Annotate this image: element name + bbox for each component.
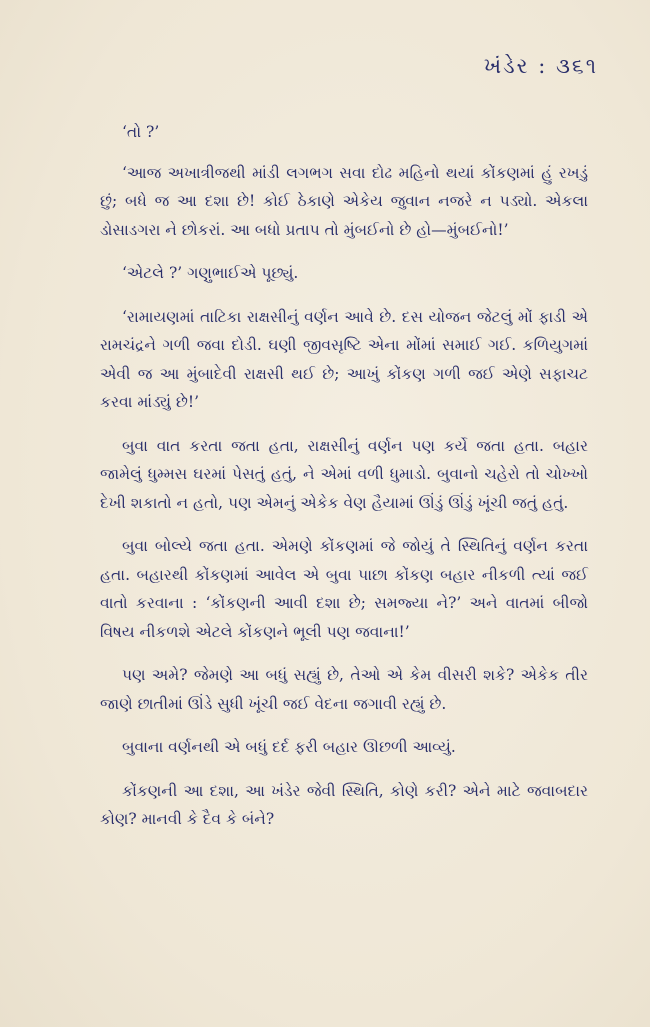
paragraph-6: બુવા બોલ્યે જતા હતા. એમણે કોંકણમાં જે જોયું તે સ્થિતિનું વર્ણન કરતા હતા. બહારથી કોંકણમાં આવેલ એ બુવા પાછા કોંકણ બહાર નીકળી ત્યાં જઈ વાતો કરવાના : ‘કોંકણની આવી દશા છે; સમજ્યા ને?’ અને વાતમાં બીજો વિષય નીકળશે એટલે કોંકણને ભૂલી પણ જવાના!’	[100, 537, 588, 641]
paragraph-7: પણ અમે? જેમણે આ બધું સહ્યું છે, તેઓ એ કેમ વીસરી શકે? એકેક તીર જાણે છાતીમાં ઊંડે સુધી ખૂંચી જઈ વેદના જગાવી રહ્યું છે.	[100, 666, 588, 713]
running-header: ખંડેર : ૩૬૧	[483, 54, 598, 78]
paragraph-9: કોંકણની આ દશા, આ ખંડેર જેવી સ્થિતિ, કોણે કરી? એને માટે જવાબદાર કોણ? માનવી કે દૈવ કે બંને?	[100, 781, 588, 828]
paragraph-1: ‘તો ?’	[122, 123, 160, 141]
paragraph-5: બુવા વાત કરતા જતા હતા, રાક્ષસીનું વર્ણન પણ કર્યે જતા હતા. બહાર જામેલું ધુમ્મસ ઘરમાં પેસતું હતું, ને એમાં વળી ધુમાડો. બુવાનો ચહેરો તો ચોખ્ખો દેખી શકાતો ન હતો, પણ એમનું એકેક વેણ હૈયામાં ઊંડું ઊંડું ખૂંચી જતું હતું.	[100, 436, 588, 512]
page-body	[100, 118, 588, 849]
paragraph-8: બુવાના વર્ણનથી એ બધું દર્દ ફરી બહાર ઊછળી આવ્યું.	[122, 738, 456, 756]
paragraph-3: ‘એટલે ?’ ગણુભાઈએ પૂછ્યું.	[122, 264, 299, 282]
paragraph-2: ‘આજ અખાત્રીજથી માંડી લગભગ સવા દોઢ મહિનો થયાં કોંકણમાં હું રખડું છું; બધે જ આ દશા છે! કોઈ ઠેકાણે એકેય જુવાન નજરે ન પડ્યો. એકલા ડોસાડગરા ને છોકરાં. આ બધો પ્રતાપ તો મુંબઈનો છે હો—મુંબઈનો!’	[100, 163, 588, 239]
paragraph-4: ‘રામાયણમાં તાટિકા રાક્ષસીનું વર્ણન આવે છે. દસ યોજન જેટલું મોં ફાડી એ રામચંદ્રને ગળી જવા દોડી. ઘણી જીવસૃષ્ટિ એના મોંમાં સમાઈ ગઈ. કળિયુગમાં એવી જ આ મુંબાદેવી રાક્ષસી થઈ છે; આખું કોંકણ ગળી જઈ એણે સફાચટ કરવા માંડ્યું છે!’	[100, 307, 588, 411]
